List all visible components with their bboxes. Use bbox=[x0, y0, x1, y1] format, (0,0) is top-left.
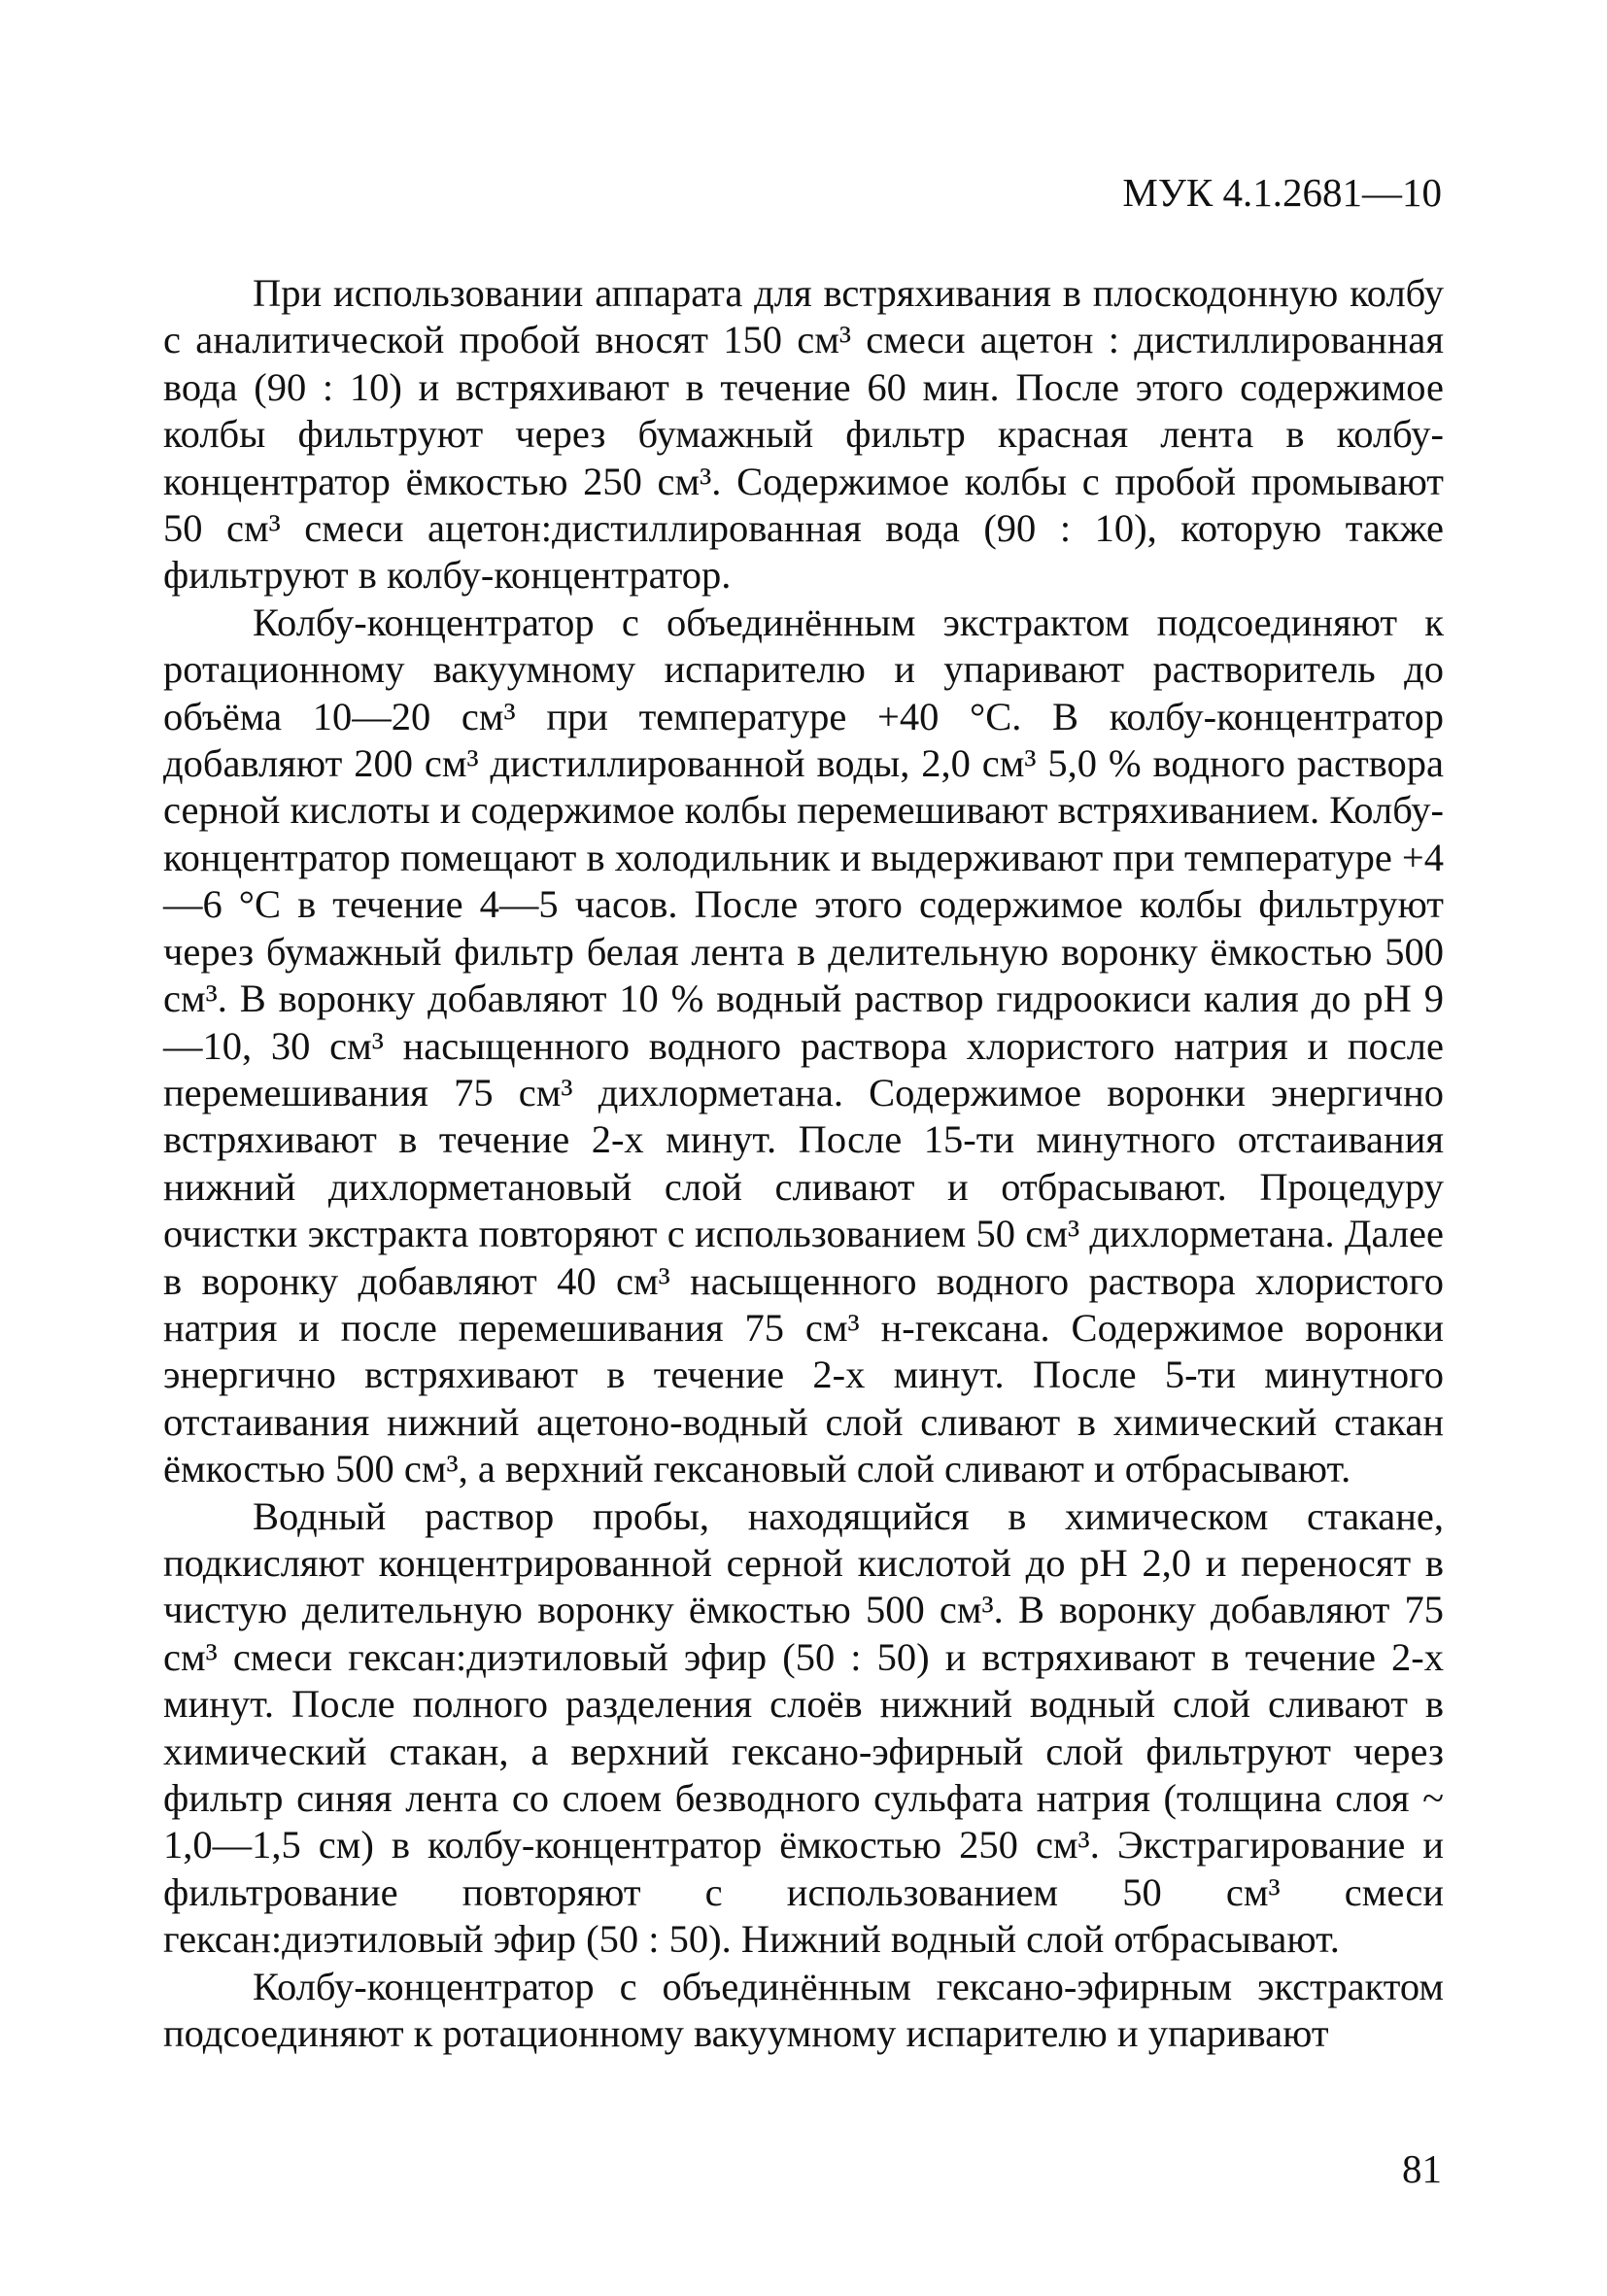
paragraph-4: Колбу-концентратор с объединённым гексано-эфирным экстрактом подсоединяют к ротационному вакуумному испарителю и упаривают bbox=[163, 1964, 1444, 2056]
paragraph-2: Колбу-концентратор с объединённым экстрактом подсоединяют к ротационному вакуумному испарителю и упаривают растворитель до объёма 10—20 см³ при температуре +40 °С. В колбу-концентратор добавляют 200 см³ дистиллированной воды, 2,0 см³ 5,0 % водного раствора серной кислоты и содержимое колбы перемешивают встряхиванием. Колбу-концентратор помещают в холодильник и выдерживают при температуре +4—6 °С в течение 4—5 часов. После этого содержимое колбы фильтруют через бумажный фильтр белая лента в делительную воронку ёмкостью 500 см³. В воронку добавляют 10 % водный раствор гидроокиси калия до рН 9—10, 30 см³ насыщенного водного раствора хлористого натрия и после перемешивания 75 см³ дихлорметана. Содержимое воронки энергично встряхивают в течение 2-х минут. После 15-ти минутного отстаивания нижний дихлорметановый слой сливают и отбрасывают. Процедуру очистки экстракта повторяют с использованием 50 см³ дихлорметана. Далее в воронку добавляют 40 см³ насыщенного водного раствора хлористого натрия и после перемешивания 75 см³ н-гексана. Содержимое воронки энергично встряхивают в течение 2-х минут. После 5-ти минутного отстаивания нижний ацетоно-водный слой сливают в химический стакан ёмкостью 500 см³, а верхний гексановый слой сливают и отбрасывают. bbox=[163, 600, 1445, 1491]
page-number: 81 bbox=[1402, 2146, 1442, 2191]
body-text bbox=[163, 270, 1444, 2057]
document-code: МУК 4.1.2681—10 bbox=[1122, 170, 1442, 215]
paragraph-3: Водный раствор пробы, находящийся в химическом стакане, подкисляют концентрированной серной кислотой до рН 2,0 и переносят в чистую делительную воронку ёмкостью 500 см³. В воронку добавляют 75 см³ смеси гексан:диэтиловый эфир (50 : 50) и встряхивают в течение 2-х минут. После полного разделения слоёв нижний водный слой сливают в химический стакан, а верхний гексано-эфирный слой фильтруют через фильтр синяя лента со слоем безводного сульфата натрия (толщина слоя ~ 1,0—1,5 см) в колбу-концентратор ёмкостью 250 см³. Экстрагирование и фильтрование повторяют с использованием 50 см³ смеси гексан:диэтиловый эфир (50 : 50). Нижний водный слой отбрасывают. bbox=[163, 1493, 1444, 1962]
paragraph-1: При использовании аппарата для встряхивания в плоскодонную колбу с аналитической пробой вносят 150 см³ смеси ацетон : дистиллированная вода (90 : 10) и встряхивают в течение 60 мин. После этого содержимое колбы фильтруют через бумажный фильтр красная лента в колбу-концентратор ёмкостью 250 см³. Содержимое колбы с пробой промывают 50 см³ смеси ацетон:дистиллированная вода (90 : 10), которую также фильтруют в колбу-концентратор. bbox=[163, 271, 1444, 598]
